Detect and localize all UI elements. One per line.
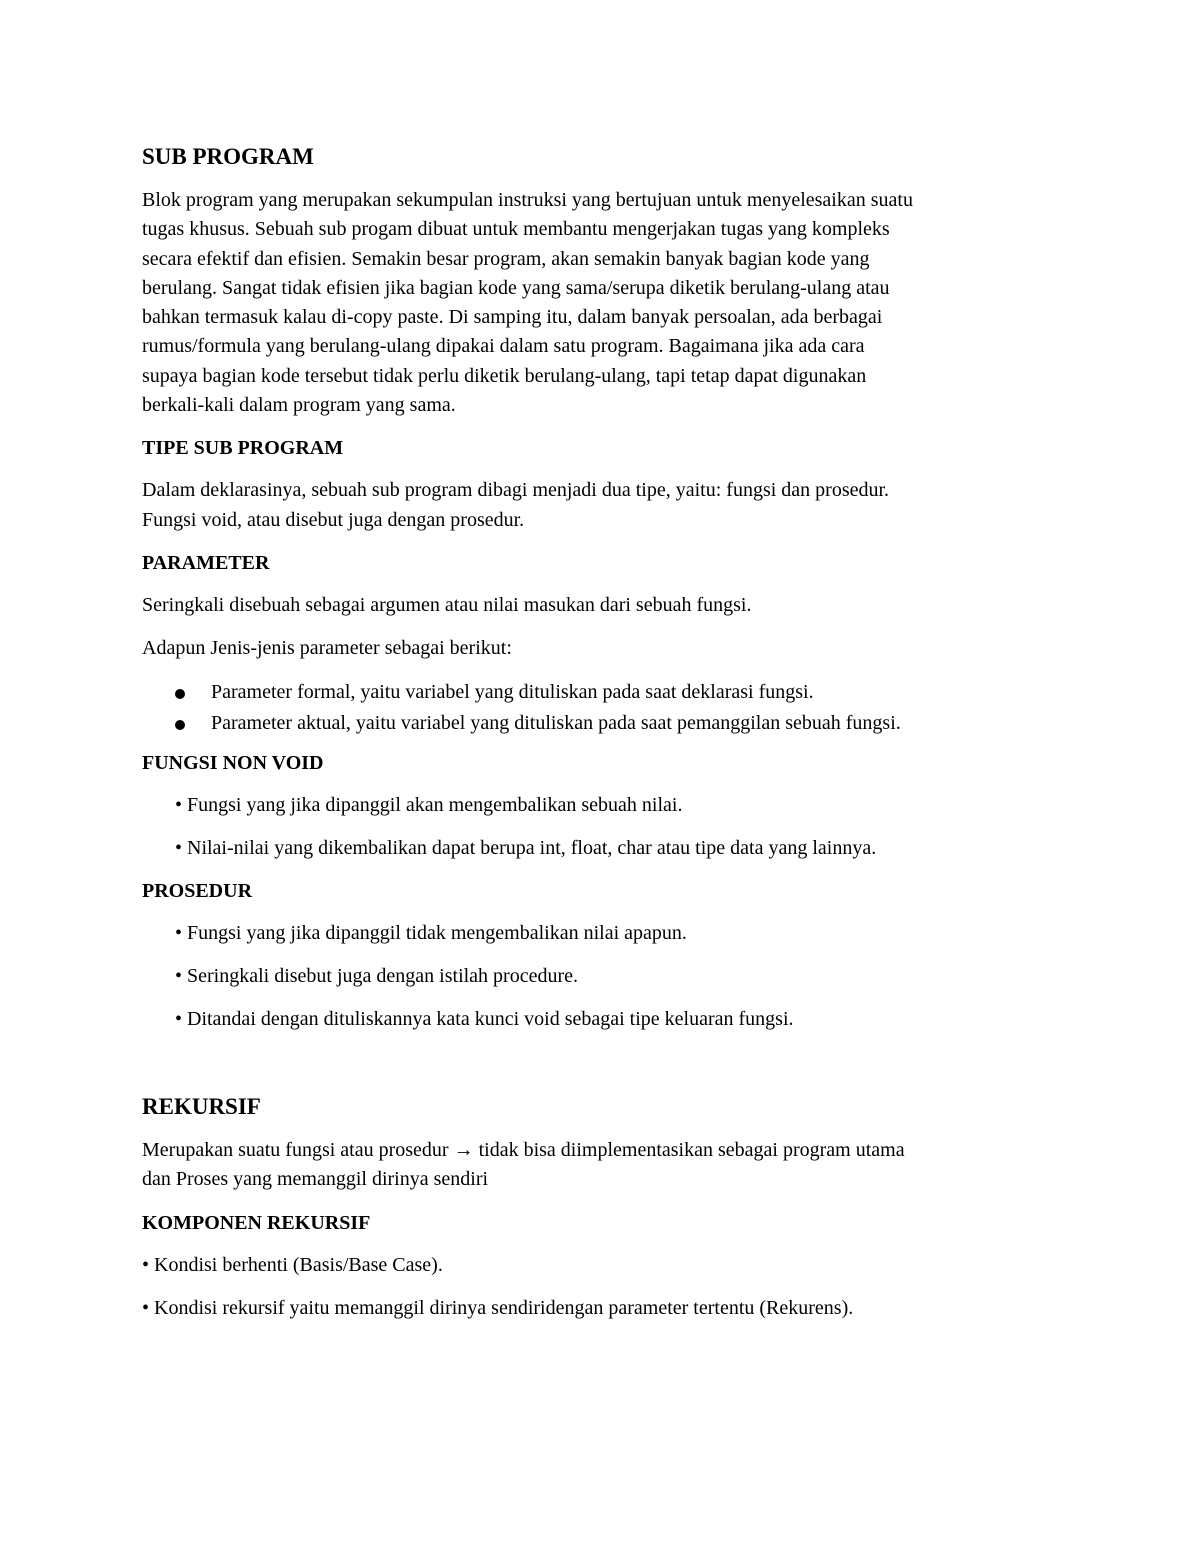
text-line: Blok program yang merupakan sekumpulan instruksi yang bertujuan untuk menyelesaikan suatu: [142, 189, 913, 211]
section-spacer: [142, 1048, 1067, 1092]
paragraph-sub-program: [142, 186, 1067, 420]
paragraph-parameter-definition: Seringkali disebuah sebagai argumen atau nilai masukan dari sebuah fungsi.: [142, 593, 752, 616]
paragraph-rekursif: [142, 1136, 1067, 1195]
list-item: • Nilai-nilai yang dikembalikan dapat berupa int, float, char atau tipe data yang lainnya.: [175, 836, 877, 859]
list-item: • Kondisi rekursif yaitu memanggil dirinya sendiridengan parameter tertentu (Rekurens).: [142, 1296, 854, 1319]
bullet-icon: [175, 689, 185, 699]
list-item: • Seringkali disebut juga dengan istilah procedure.: [175, 964, 579, 987]
heading-tipe-sub-program: TIPE SUB PROGRAM: [142, 437, 344, 460]
heading-sub-program: SUB PROGRAM: [142, 144, 314, 169]
text-line: Fungsi void, atau disebut juga dengan prosedur.: [142, 508, 525, 531]
parameter-types-list: [142, 677, 1067, 739]
list-item: • Fungsi yang jika dipanggil tidak mengembalikan nilai apapun.: [175, 921, 687, 944]
list-item-text: Parameter aktual, yaitu variabel yang dituliskan pada saat pemanggilan sebuah fungsi.: [211, 711, 901, 734]
text-line: dan Proses yang memanggil dirinya sendiri: [142, 1168, 489, 1191]
paragraph-tipe-sub-program: [142, 476, 1067, 535]
text-line: berkali-kali dalam program yang sama.: [142, 394, 456, 417]
text-line: berulang. Sangat tidak efisien jika bagian kode yang sama/serupa diketik berulang-ulang atau: [142, 276, 890, 299]
heading-parameter: PARAMETER: [142, 551, 270, 574]
list-item: • Fungsi yang jika dipanggil akan mengembalikan sebuah nilai.: [175, 793, 683, 816]
list-item: [142, 708, 1067, 739]
paragraph-parameter-types-intro: Adapun Jenis-jenis parameter sebagai berikut:: [142, 636, 512, 659]
heading-komponen-rekursif: KOMPONEN REKURSIF: [142, 1211, 371, 1234]
list-item: • Kondisi berhenti (Basis/Base Case).: [142, 1253, 443, 1276]
heading-fungsi-non-void: FUNGSI NON VOID: [142, 751, 324, 774]
list-item: • Ditandai dengan dituliskannya kata kunci void sebagai tipe keluaran fungsi.: [175, 1007, 794, 1030]
text-line: bahkan termasuk kalau di-copy paste. Di samping itu, dalam banyak persoalan, ada berbagai: [142, 306, 883, 329]
bullet-icon: [175, 720, 185, 730]
text-line: secara efektif dan efisien. Semakin besar program, akan semakin banyak bagian kode yang: [142, 247, 870, 270]
text-line: tugas khusus. Sebuah sub progam dibuat untuk membantu mengerjakan tugas yang kompleks: [142, 218, 890, 241]
text-line: rumus/formula yang berulang-ulang dipakai dalam satu program. Bagaimana jika ada cara: [142, 335, 865, 358]
list-item-text: Parameter formal, yaitu variabel yang dituliskan pada saat deklarasi fungsi.: [211, 680, 814, 703]
text-line: supaya bagian kode tersebut tidak perlu diketik berulang-ulang, tapi tetap dapat digunakan: [142, 364, 867, 387]
list-item: [142, 677, 1067, 708]
document-page: [142, 142, 1067, 1337]
heading-prosedur: PROSEDUR: [142, 879, 253, 902]
text-line: Merupakan suatu fungsi atau prosedur → tidak bisa diimplementasikan sebagai program utama: [142, 1138, 905, 1161]
text-line: Dalam deklarasinya, sebuah sub program dibagi menjadi dua tipe, yaitu: fungsi dan prosedur.: [142, 479, 890, 502]
heading-rekursif: REKURSIF: [142, 1093, 261, 1119]
